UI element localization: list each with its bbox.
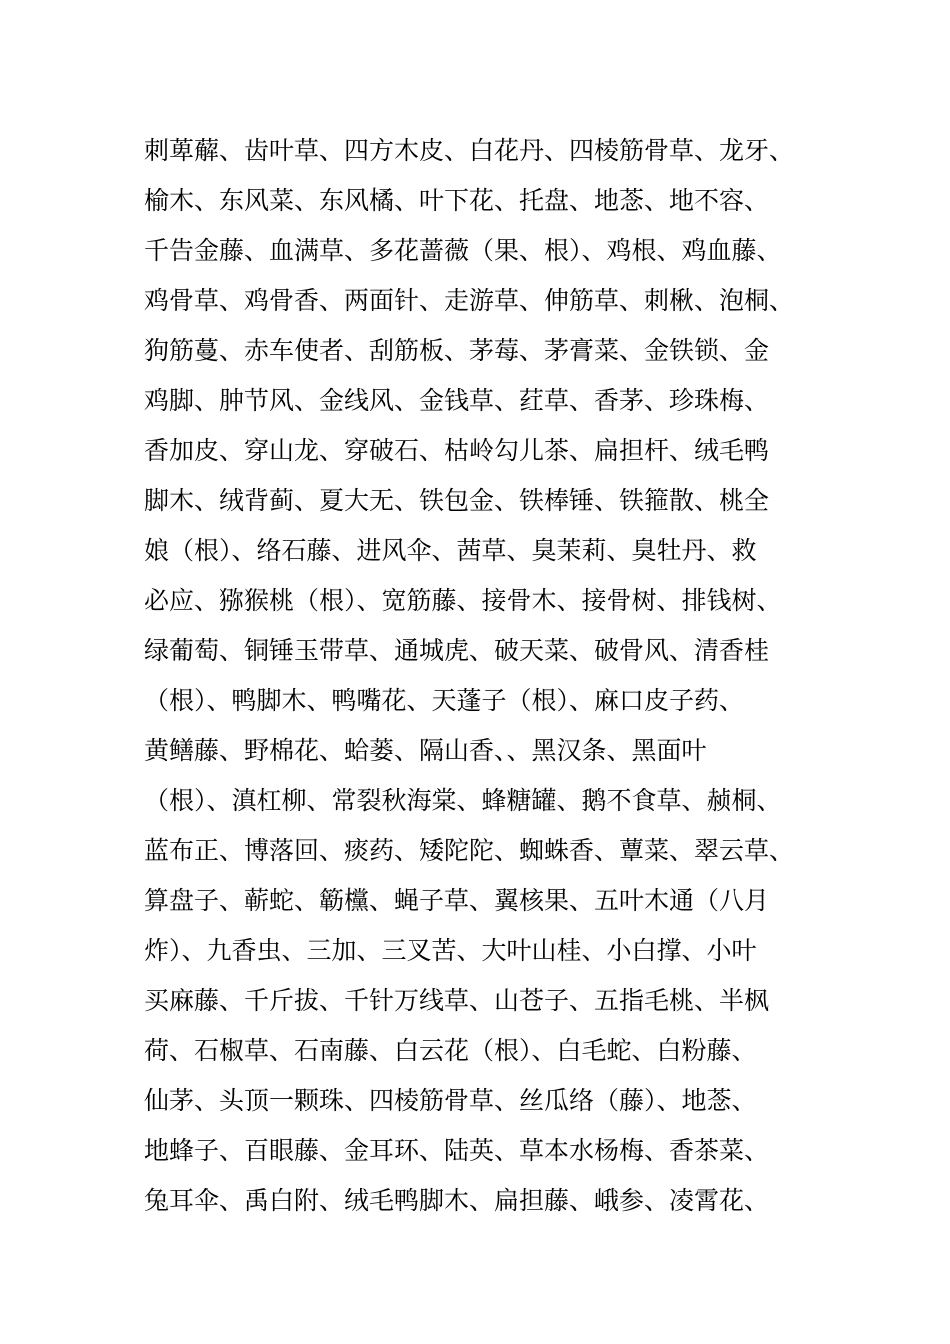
text-line: 炸）、九香虫、三加、三叉苦、大叶山桂、小白撑、小叶: [144, 936, 757, 965]
text-line: 脚木、绒背蓟、夏大无、铁包金、铁棒锤、铁箍散、桃全: [144, 486, 770, 515]
text-line: 鸡脚、肿节风、金线风、金钱草、荭草、香茅、珍珠梅、: [144, 386, 770, 415]
text-line: 兔耳伞、禹白附、绒毛鸭脚木、扁担藤、峨参、凌霄花、: [144, 1186, 770, 1215]
text-line: 刺萆薢、齿叶草、四方木皮、白花丹、四棱筋骨草、龙牙、: [144, 136, 795, 165]
text-line: 地蜂子、百眼藤、金耳环、陆英、草本水杨梅、香茶菜、: [144, 1136, 770, 1165]
text-line: 仙茅、头顶一颗珠、四棱筋骨草、丝瓜络（藤）、地菍、: [144, 1086, 757, 1115]
text-line: （根）、滇杠柳、常裂秋海棠、蜂糖罐、鹅不食草、赪桐、: [144, 786, 782, 815]
text-line: 黄鳝藤、野棉花、蛤蒌、隔山香、、黑汉条、黑面叶: [144, 736, 707, 765]
text-line: 榆木、东风菜、东风橘、叶下花、托盘、地菍、地不容、: [144, 186, 770, 215]
text-line: 绿葡萄、铜锤玉带草、通城虎、破天菜、破骨风、清香桂: [144, 636, 770, 665]
herb-list-text: [144, 126, 824, 1226]
text-line: 买麻藤、千斤拔、千针万线草、山苍子、五指毛桃、半枫: [144, 986, 770, 1015]
text-line: 娘（根）、络石藤、进风伞、茜草、臭茉莉、臭牡丹、救: [144, 536, 757, 565]
text-line: 鸡骨草、鸡骨香、两面针、走游草、伸筋草、刺楸、泡桐、: [144, 286, 795, 315]
text-line: 荷、石椒草、石南藤、白云花（根）、白毛蛇、白粉藤、: [144, 1036, 757, 1065]
text-line: 算盘子、蕲蛇、簕欓、蝇子草、翼核果、五叶木通（八月: [144, 886, 770, 915]
text-line: 必应、猕猴桃（根）、宽筋藤、接骨木、接骨树、排钱树、: [144, 586, 782, 615]
text-line: （根）、鸭脚木、鸭嘴花、天蓬子（根）、麻口皮子药、: [144, 686, 745, 715]
text-line: 狗筋蔓、赤车使者、刮筋板、茅莓、茅膏菜、金铁锁、金: [144, 336, 770, 365]
text-line: 蓝布正、博落回、痰药、矮陀陀、蜘蛛香、蕈菜、翠云草、: [144, 836, 795, 865]
text-line: 香加皮、穿山龙、穿破石、枯岭勾儿茶、扁担杆、绒毛鸭: [144, 436, 770, 465]
text-line: 千告金藤、血满草、多花蔷薇（果、根）、鸡根、鸡血藤、: [144, 236, 782, 265]
